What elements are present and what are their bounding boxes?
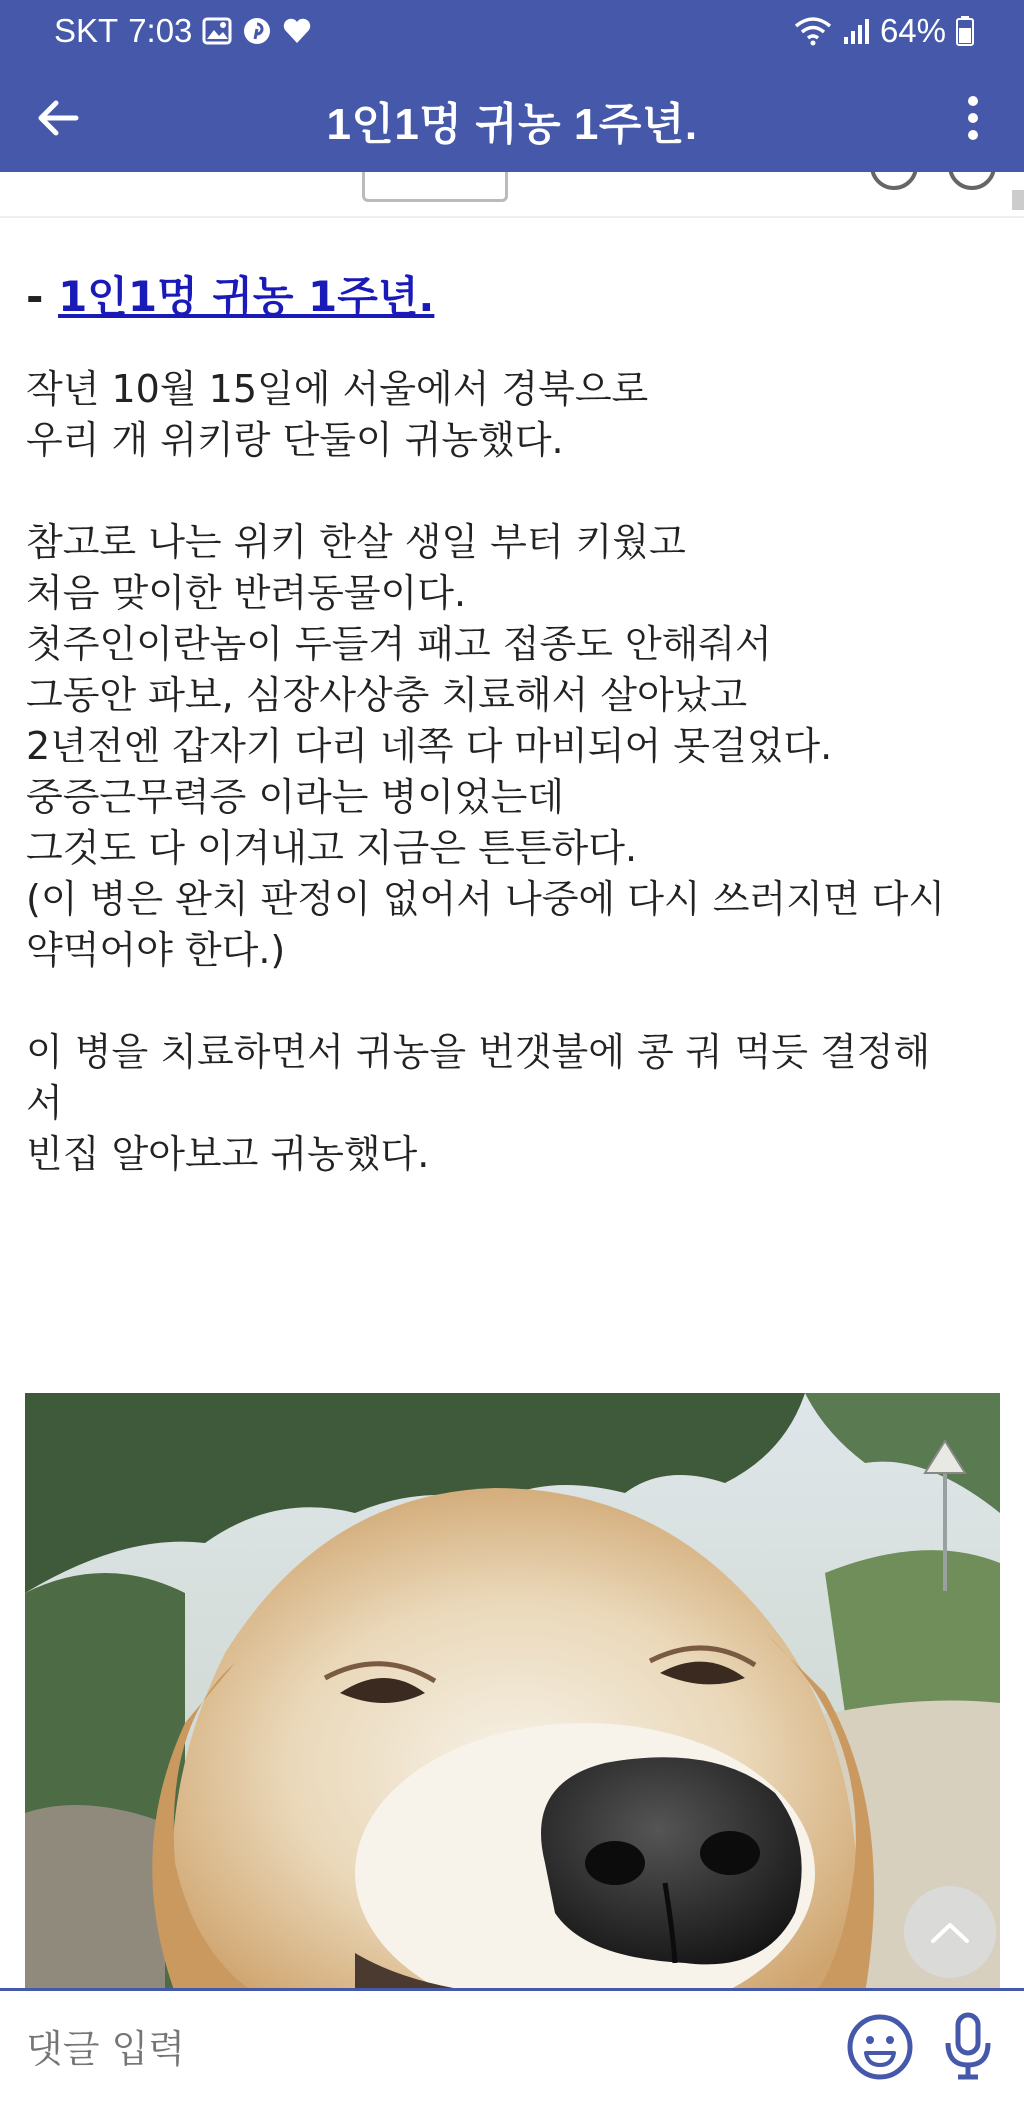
pinterest-icon bbox=[242, 16, 272, 46]
post-line: 빈집 알아보고 귀농했다. bbox=[26, 1132, 430, 1176]
post-line: 중증근무력증 이라는 병이었는데 bbox=[26, 775, 565, 819]
post-line: 서 bbox=[26, 1081, 63, 1125]
post-line: 2년전엔 갑자기 다리 네쪽 다 마비되어 못걸었다. bbox=[26, 724, 833, 768]
post-line: 그것도 다 이겨내고 지금은 튼튼하다. bbox=[26, 826, 638, 870]
microphone-button[interactable] bbox=[940, 2011, 996, 2083]
comment-bar bbox=[0, 1988, 1024, 2107]
post-line: 처음 맞이한 반려동물이다. bbox=[26, 571, 467, 615]
post-line: 이 병을 치료하면서 귀농을 번갯불에 콩 궈 먹듯 결정해 bbox=[26, 1030, 931, 1074]
spacer bbox=[26, 326, 996, 364]
signal-icon bbox=[842, 17, 870, 45]
dog-photo-illustration bbox=[25, 1393, 1000, 1993]
carrier-label: SKT bbox=[54, 12, 119, 49]
status-bar-left bbox=[0, 12, 312, 50]
chevron-up-icon bbox=[929, 1919, 971, 1945]
post-line: 약먹어야 한다.) bbox=[26, 928, 286, 972]
comment-count-chip[interactable] bbox=[362, 172, 508, 202]
spacer bbox=[26, 466, 996, 517]
emoji-button[interactable] bbox=[846, 2013, 914, 2081]
post-meta-strip bbox=[0, 172, 1024, 218]
comment-input[interactable] bbox=[26, 2019, 806, 2079]
post-line: (이 병은 완치 판정이 없어서 나중에 다시 쓰러지면 다시 bbox=[26, 877, 946, 921]
battery-icon bbox=[956, 16, 974, 46]
post-line: 작년 10월 15일에 서울에서 경북으로 bbox=[26, 367, 649, 411]
post-body bbox=[26, 268, 996, 1180]
post-heading bbox=[26, 268, 996, 326]
emoji-smile-icon bbox=[846, 2013, 914, 2081]
post-line: 첫주인이란놈이 두들겨 패고 접종도 안해줘서 bbox=[26, 622, 772, 666]
more-options-button[interactable] bbox=[948, 90, 998, 146]
zoom-icon[interactable] bbox=[948, 172, 996, 190]
heading-prefix: - bbox=[26, 272, 59, 321]
post-line: 참고로 나는 위키 한살 생일 부터 키웠고 bbox=[26, 520, 686, 564]
status-bar bbox=[0, 0, 1024, 62]
spacer bbox=[26, 976, 996, 1027]
wifi-icon bbox=[794, 16, 832, 46]
post-photo[interactable] bbox=[25, 1393, 1000, 1993]
status-bar-right bbox=[794, 12, 1024, 50]
search-icon[interactable] bbox=[870, 172, 918, 190]
scroll-to-top-button[interactable] bbox=[904, 1886, 996, 1978]
more-vertical-icon bbox=[966, 95, 980, 141]
page-title: 1인1멍 귀농 1주년. bbox=[326, 100, 698, 149]
scrollbar-thumb[interactable] bbox=[1012, 190, 1024, 210]
image-icon bbox=[202, 17, 232, 45]
battery-percent: 64% bbox=[879, 12, 946, 49]
clock: 7:03 bbox=[128, 12, 193, 49]
microphone-icon bbox=[940, 2011, 996, 2083]
app-bar bbox=[0, 62, 1024, 172]
post-title-link[interactable]: 1인1멍 귀농 1주년. bbox=[58, 272, 435, 321]
post-line: 그동안 파보, 심장사상충 치료해서 살아났고 bbox=[26, 673, 748, 717]
heart-icon bbox=[282, 17, 312, 45]
post-line: 우리 개 위키랑 단둘이 귀농했다. bbox=[26, 418, 564, 462]
